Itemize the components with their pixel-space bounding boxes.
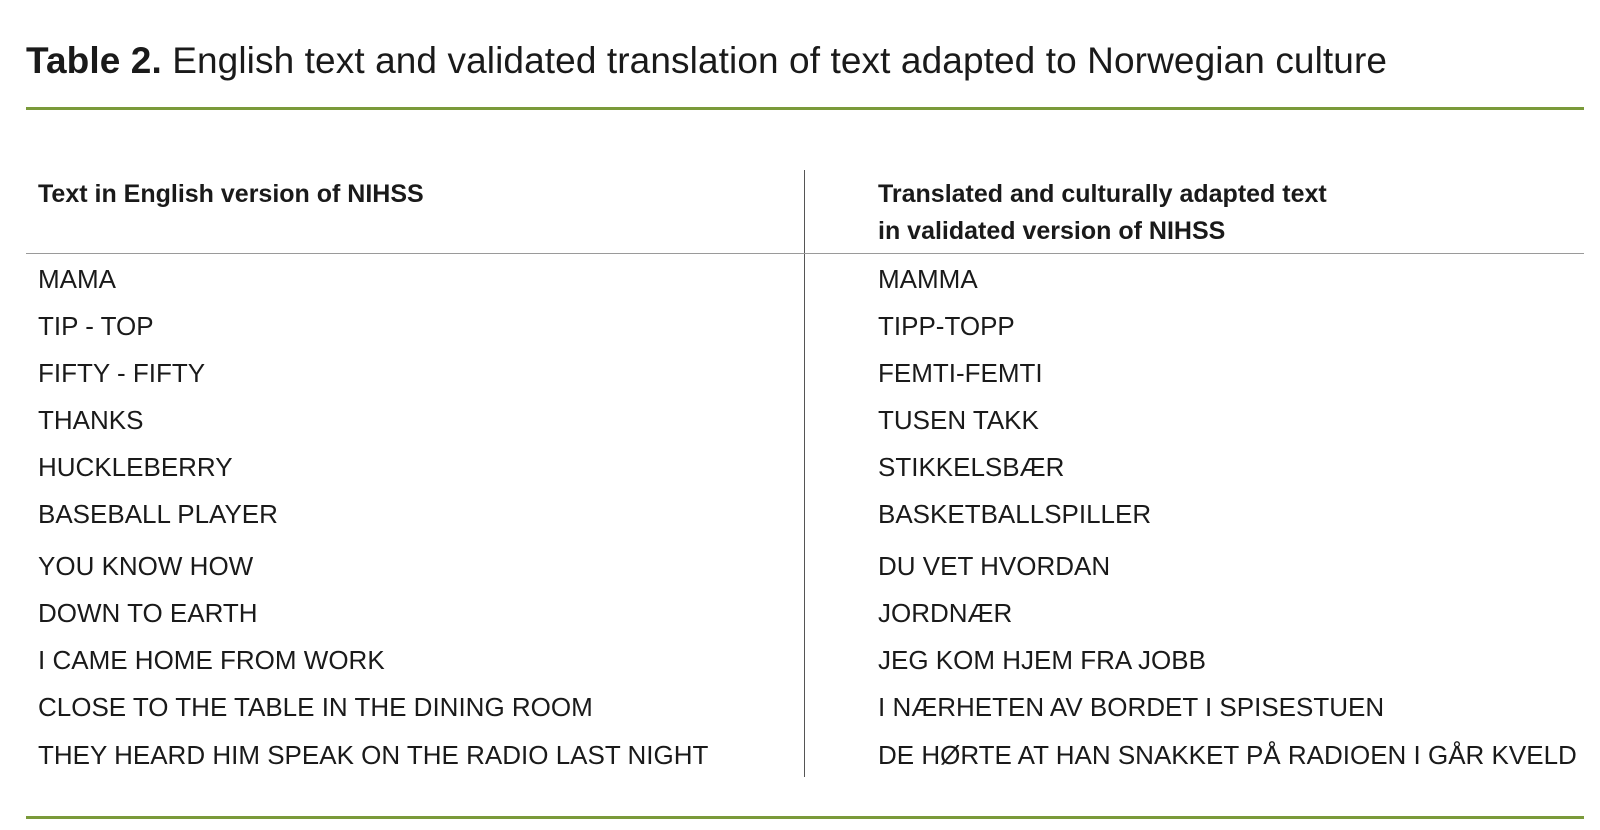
table-title-text: English text and validated translation of text adapted to Norwegian culture	[161, 40, 1388, 81]
header-divider	[26, 253, 1584, 254]
row-norwegian-cell: BASKETBALLSPILLER	[878, 499, 1152, 529]
row-english-cell: BASEBALL PLAYER	[38, 499, 278, 529]
bottom-rule	[26, 816, 1584, 819]
column-header-norwegian-line2: in validated version of NIHSS	[878, 217, 1226, 245]
row-english-cell: THANKS	[38, 405, 144, 435]
row-norwegian-cell: DU VET HVORDAN	[878, 551, 1111, 581]
row-norwegian-cell: FEMTI-FEMTI	[878, 358, 1043, 388]
column-header-english: Text in English version of NIHSS	[38, 180, 424, 208]
row-english-cell: MAMA	[38, 264, 116, 294]
row-norwegian-cell: TIPP-TOPP	[878, 311, 1015, 341]
row-norwegian-cell: I NÆRHETEN AV BORDET I SPISESTUEN	[878, 692, 1385, 722]
row-norwegian-cell: JEG KOM HJEM FRA JOBB	[878, 645, 1206, 675]
table-title-label: Table 2.	[26, 40, 162, 81]
row-norwegian-cell: JORDNÆR	[878, 598, 1013, 628]
row-english-cell: HUCKLEBERRY	[38, 452, 233, 482]
row-english-cell: YOU KNOW HOW	[38, 551, 254, 581]
column-header-norwegian	[878, 176, 1327, 250]
column-header-norwegian-line1: Translated and culturally adapted text	[878, 180, 1327, 208]
row-english-cell: TIP - TOP	[38, 311, 154, 341]
row-norwegian-cell: DE HØRTE AT HAN SNAKKET PÅ RADIOEN I GÅR KVELD	[878, 740, 1577, 770]
row-norwegian-cell: STIKKELSBÆR	[878, 452, 1065, 482]
row-english-cell: I CAME HOME FROM WORK	[38, 645, 385, 675]
row-norwegian-cell: TUSEN TAKK	[878, 405, 1039, 435]
column-divider	[804, 170, 805, 777]
row-english-cell: THEY HEARD HIM SPEAK ON THE RADIO LAST NIGHT	[38, 740, 709, 770]
top-rule	[26, 107, 1584, 110]
row-english-cell: DOWN TO EARTH	[38, 598, 258, 628]
row-english-cell: FIFTY - FIFTY	[38, 358, 206, 388]
row-norwegian-cell: MAMMA	[878, 264, 978, 294]
row-english-cell: CLOSE TO THE TABLE IN THE DINING ROOM	[38, 692, 593, 722]
table-title	[26, 36, 1387, 86]
